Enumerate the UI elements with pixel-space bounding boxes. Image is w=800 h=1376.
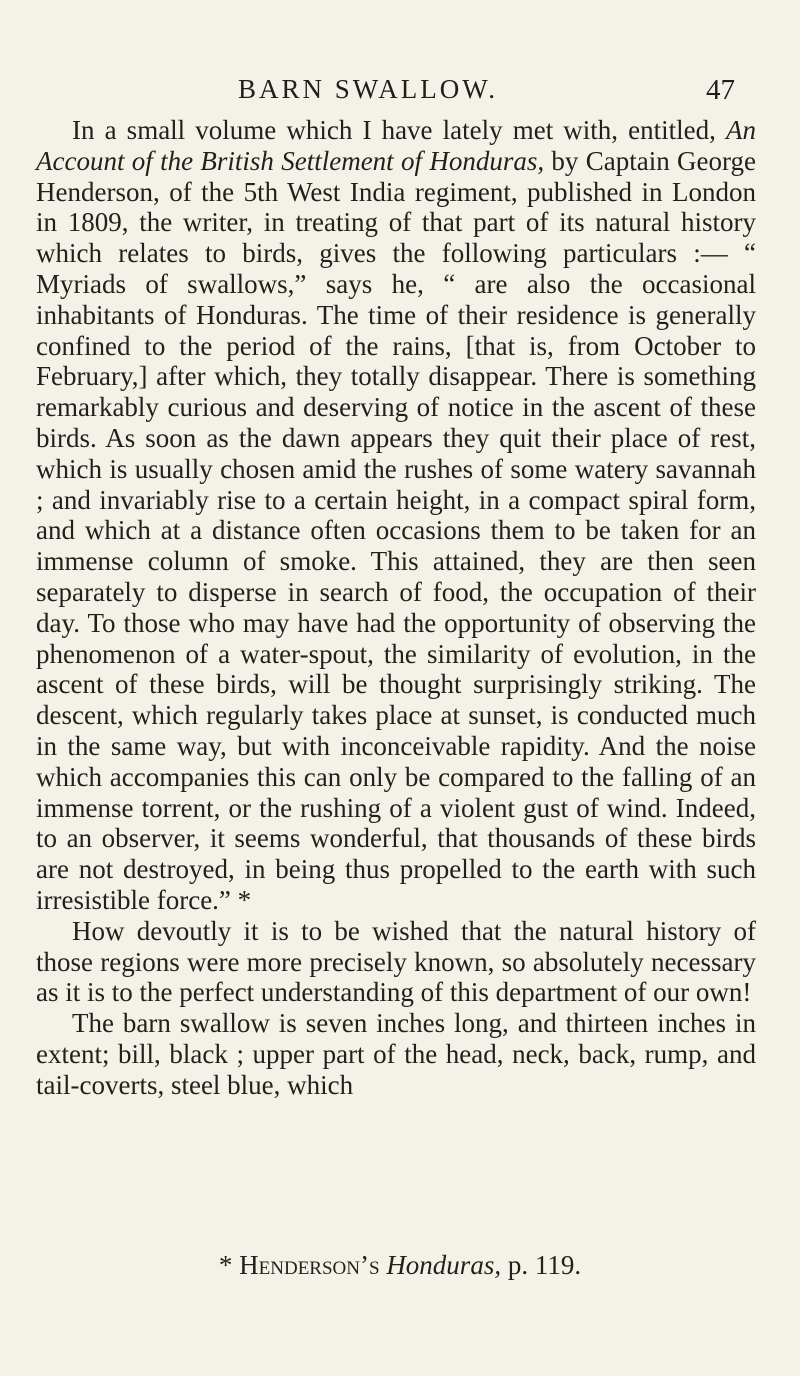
footnote-title: Honduras, — [386, 1250, 502, 1280]
paragraph-1-body: by Captain George Henderson, of the 5th West India regiment, published in London in 1809, the writer, in treating of that part of its natural history which relates to birds, gives the following particulars :— “ Myriads of swallows,” says he, “ are also the occasional inhabitants of Honduras. The time of their residence is generally confined to the period of the rains, [that is, from October to February,] after which, they totally disappear. There is something remarkably curious and deserving of notice in the ascent of these birds. As soon as the dawn appears they quit their place of rest, which is usually chosen amid the rushes of some watery savannah ; and invariably rise to a certain height, in a compact spiral form, and which at a distance often occasions them to be taken for an immense column of smoke. This attained, they are then seen separately to disperse in search of food, the occupation of their day. To those who may have had the opportunity of observing the phenomenon of a water-spout, the similarity of evolution, in the ascent of these birds, will be thought surprisingly striking. The descent, which regularly takes place at sunset, is conducted much in the same way, but with inconceivable rapidity. And the noise which accompanies this can only be compared to the falling of an immense torrent, or the rushing of a violent gust of wind. Indeed, to an observer, it seems wonderful, that thousands of these birds are not destroyed, in being thus propelled to the earth with such irresistible force.” * — [36, 145, 756, 915]
paragraph-1-intro: In a small volume which I have lately met with, entitled, — [72, 115, 726, 145]
book-title: An Account of the British Settlement of Honduras, — [36, 115, 756, 176]
running-title: BARN SWALLOW. — [238, 74, 499, 104]
footnote-marker: * — [218, 1250, 240, 1280]
paragraph-3: The barn swallow is seven inches long, and thirteen inches in extent; bill, black ; upper part of the head, neck, back, rump, and tail-coverts, steel blue, which — [36, 1008, 756, 1100]
paragraph-2: How devoutly it is to be wished that the natural history of those regions were more precisely known, so absolutely necessary as it is to the perfect understanding of this department of our own! — [36, 915, 756, 1008]
page-number: 47 — [706, 74, 735, 106]
footnote-page: p. 119. — [501, 1250, 582, 1280]
paragraph-1 — [36, 115, 756, 916]
running-head — [0, 74, 800, 114]
footnote — [0, 1250, 800, 1281]
footnote-author: Henderson’s — [239, 1250, 380, 1280]
body-text — [36, 115, 756, 1101]
